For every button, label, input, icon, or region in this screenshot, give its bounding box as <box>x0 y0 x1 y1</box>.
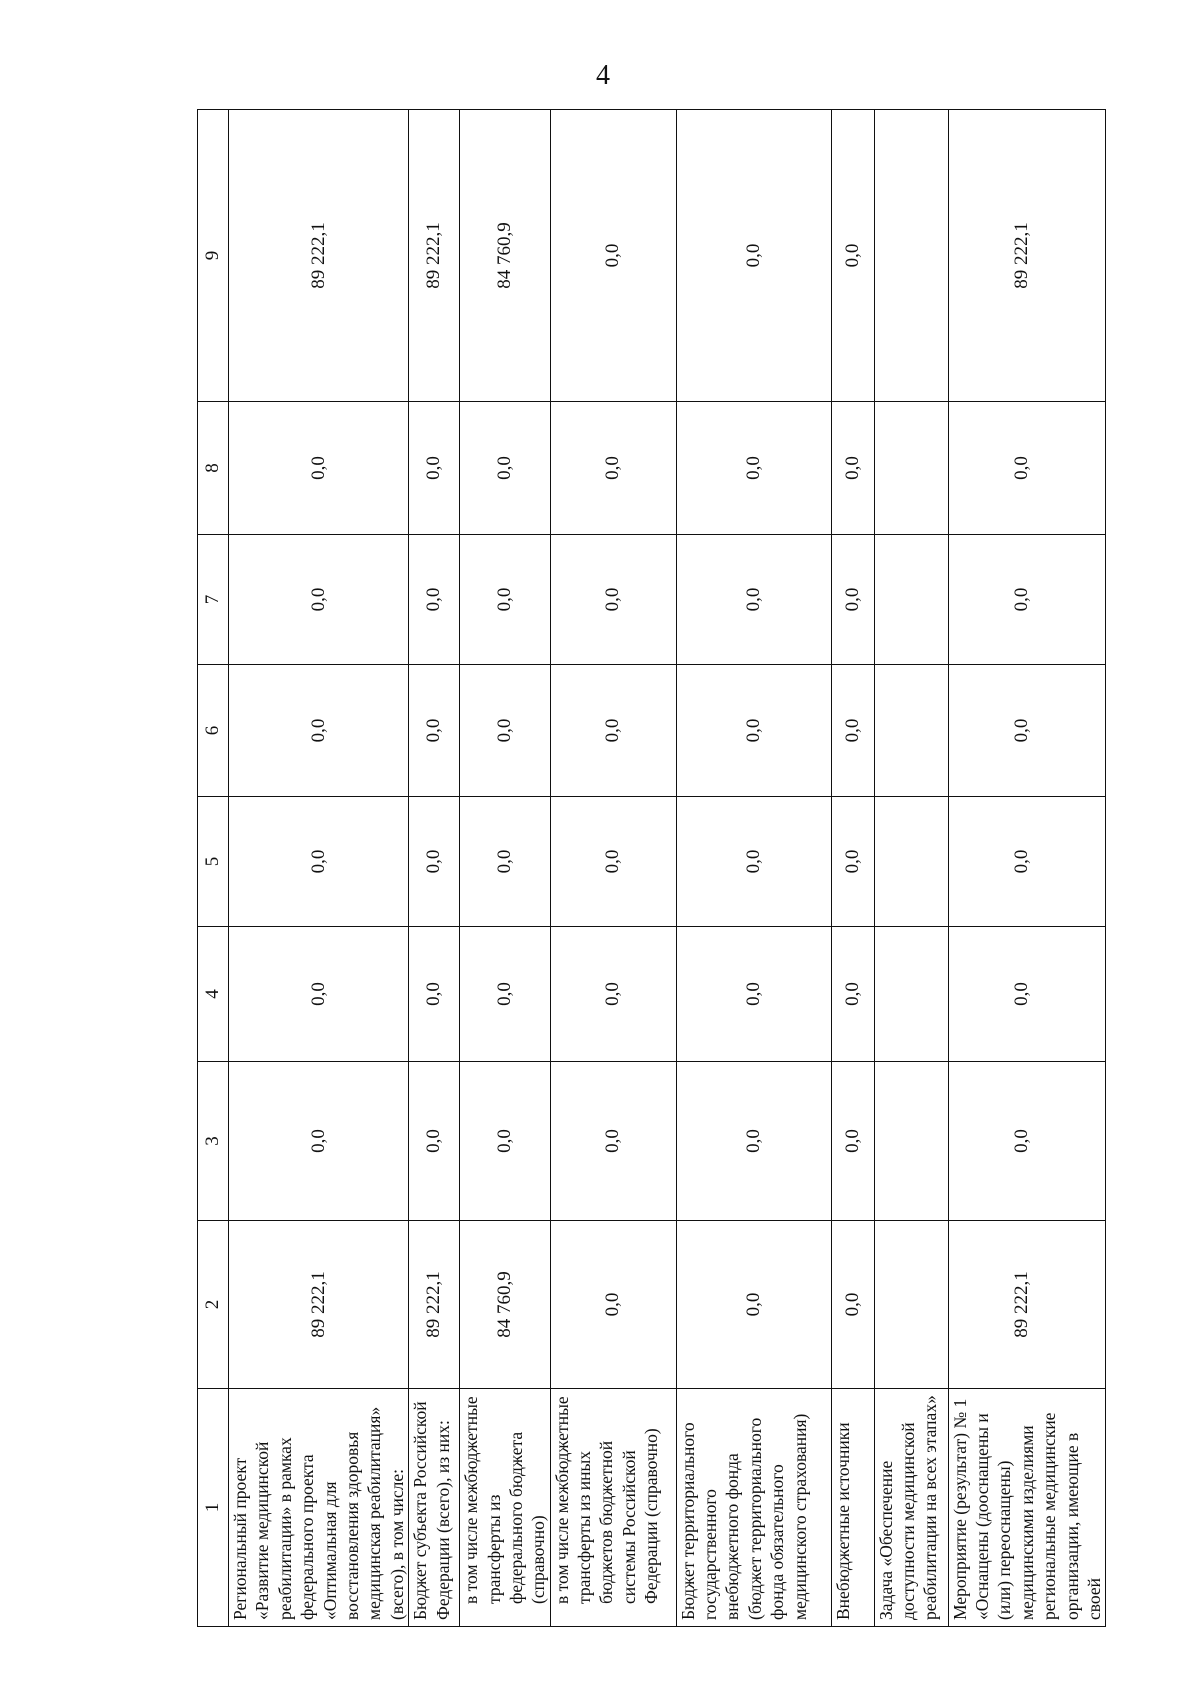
table-cell: 0,0 <box>550 535 676 665</box>
column-header: 8 <box>198 402 229 535</box>
table-header-row <box>198 110 229 1627</box>
column-header: 5 <box>198 797 229 927</box>
table-cell: 89 222,1 <box>948 110 1106 402</box>
table-cell: 0,0 <box>409 665 460 797</box>
table-cell: 0,0 <box>460 1062 551 1221</box>
table-row <box>874 110 948 1627</box>
column-header: 9 <box>198 110 229 402</box>
table-cell: 0,0 <box>676 797 831 927</box>
table-cell: 0,0 <box>831 402 874 535</box>
table-row <box>550 110 676 1627</box>
table-cell: 0,0 <box>550 110 676 402</box>
table-cell: 0,0 <box>948 535 1106 665</box>
column-header: 3 <box>198 1062 229 1221</box>
table-cell: 0,0 <box>676 1062 831 1221</box>
table-cell: 0,0 <box>409 1062 460 1221</box>
table-cell <box>874 535 948 665</box>
table-cell: 0,0 <box>948 927 1106 1062</box>
table-cell: 0,0 <box>676 535 831 665</box>
table-cell: 0,0 <box>550 1221 676 1389</box>
table-cell: 0,0 <box>460 927 551 1062</box>
table-cell: 0,0 <box>948 1062 1106 1221</box>
table-cell: 0,0 <box>676 402 831 535</box>
table-cell: 89 222,1 <box>409 110 460 402</box>
table-cell: 0,0 <box>229 797 409 927</box>
table-row <box>229 110 409 1627</box>
table-cell: 0,0 <box>676 110 831 402</box>
table-cell: 84 760,9 <box>460 1221 551 1389</box>
column-header: 1 <box>198 1389 229 1627</box>
row-label: Бюджет территориального государственного внебюджетного фонда (бюджет территориального фонда обязательного медицинского страхования) <box>676 1389 831 1627</box>
table-cell: 0,0 <box>550 402 676 535</box>
table-cell: 0,0 <box>229 535 409 665</box>
table-cell: 0,0 <box>831 665 874 797</box>
table-cell: 84 760,9 <box>460 110 551 402</box>
table-cell: 0,0 <box>831 535 874 665</box>
table-cell: 0,0 <box>550 797 676 927</box>
table-row <box>676 110 831 1627</box>
table-cell: 0,0 <box>831 1062 874 1221</box>
table-cell: 0,0 <box>409 402 460 535</box>
table-cell: 0,0 <box>831 927 874 1062</box>
column-header: 4 <box>198 927 229 1062</box>
row-label: Бюджет субъекта Российской Федерации (всего), из них: <box>409 1389 460 1627</box>
table-cell: 0,0 <box>676 1221 831 1389</box>
table-cell: 0,0 <box>229 1062 409 1221</box>
table-cell: 0,0 <box>460 402 551 535</box>
table-cell: 0,0 <box>229 927 409 1062</box>
row-label: Задача «Обеспечение доступности медицинской реабилитации на всех этапах» <box>874 1389 948 1627</box>
table-cell: 0,0 <box>460 535 551 665</box>
table-cell: 89 222,1 <box>229 110 409 402</box>
row-label: в том числе межбюджетные трансферты из иных бюджетов бюджетной системы Российской Федерации (справочно) <box>550 1389 676 1627</box>
table-cell: 0,0 <box>460 797 551 927</box>
table-cell: 0,0 <box>460 665 551 797</box>
table-cell: 0,0 <box>409 927 460 1062</box>
row-label: Региональный проект «Развитие медицинской реабилитации» в рамках федерального проекта «Оптимальная для восстановления здоровья медицинская реабилитация» (всего), в том числе: <box>229 1389 409 1627</box>
table-cell <box>874 665 948 797</box>
table-cell: 0,0 <box>831 797 874 927</box>
table-cell <box>874 110 948 402</box>
row-label: Мероприятие (результат) № 1 «Оснащены (дооснащены и (или) переоснащены) медицинскими изделиями региональные медицинские организации, имеющие в своей <box>948 1389 1106 1627</box>
table-cell <box>874 927 948 1062</box>
table-cell: 0,0 <box>229 402 409 535</box>
table-cell: 89 222,1 <box>229 1221 409 1389</box>
table-cell: 0,0 <box>948 665 1106 797</box>
table-cell: 89 222,1 <box>948 1221 1106 1389</box>
table-row <box>460 110 551 1627</box>
table-row <box>948 110 1106 1627</box>
table-cell: 0,0 <box>550 927 676 1062</box>
table-cell: 0,0 <box>550 1062 676 1221</box>
column-header: 7 <box>198 535 229 665</box>
page-number: 4 <box>596 60 610 91</box>
table-cell <box>874 402 948 535</box>
table-row <box>409 110 460 1627</box>
column-header: 6 <box>198 665 229 797</box>
table-cell: 0,0 <box>831 1221 874 1389</box>
table-cell: 0,0 <box>948 402 1106 535</box>
table-cell: 0,0 <box>676 665 831 797</box>
budget-table <box>197 109 1106 1627</box>
table-cell <box>874 1062 948 1221</box>
table-cell: 0,0 <box>229 665 409 797</box>
table-cell <box>874 797 948 927</box>
table-cell: 0,0 <box>409 535 460 665</box>
table-cell: 0,0 <box>409 797 460 927</box>
table-container <box>197 110 1103 1627</box>
table-row <box>831 110 874 1627</box>
table-cell: 0,0 <box>831 110 874 402</box>
table-cell: 0,0 <box>948 797 1106 927</box>
column-header: 2 <box>198 1221 229 1389</box>
table-cell: 0,0 <box>676 927 831 1062</box>
table-cell: 89 222,1 <box>409 1221 460 1389</box>
row-label: Внебюджетные источники <box>831 1389 874 1627</box>
table-cell <box>874 1221 948 1389</box>
table-cell: 0,0 <box>550 665 676 797</box>
row-label: в том числе межбюджетные трансферты из федерального бюджета (справочно) <box>460 1389 551 1627</box>
